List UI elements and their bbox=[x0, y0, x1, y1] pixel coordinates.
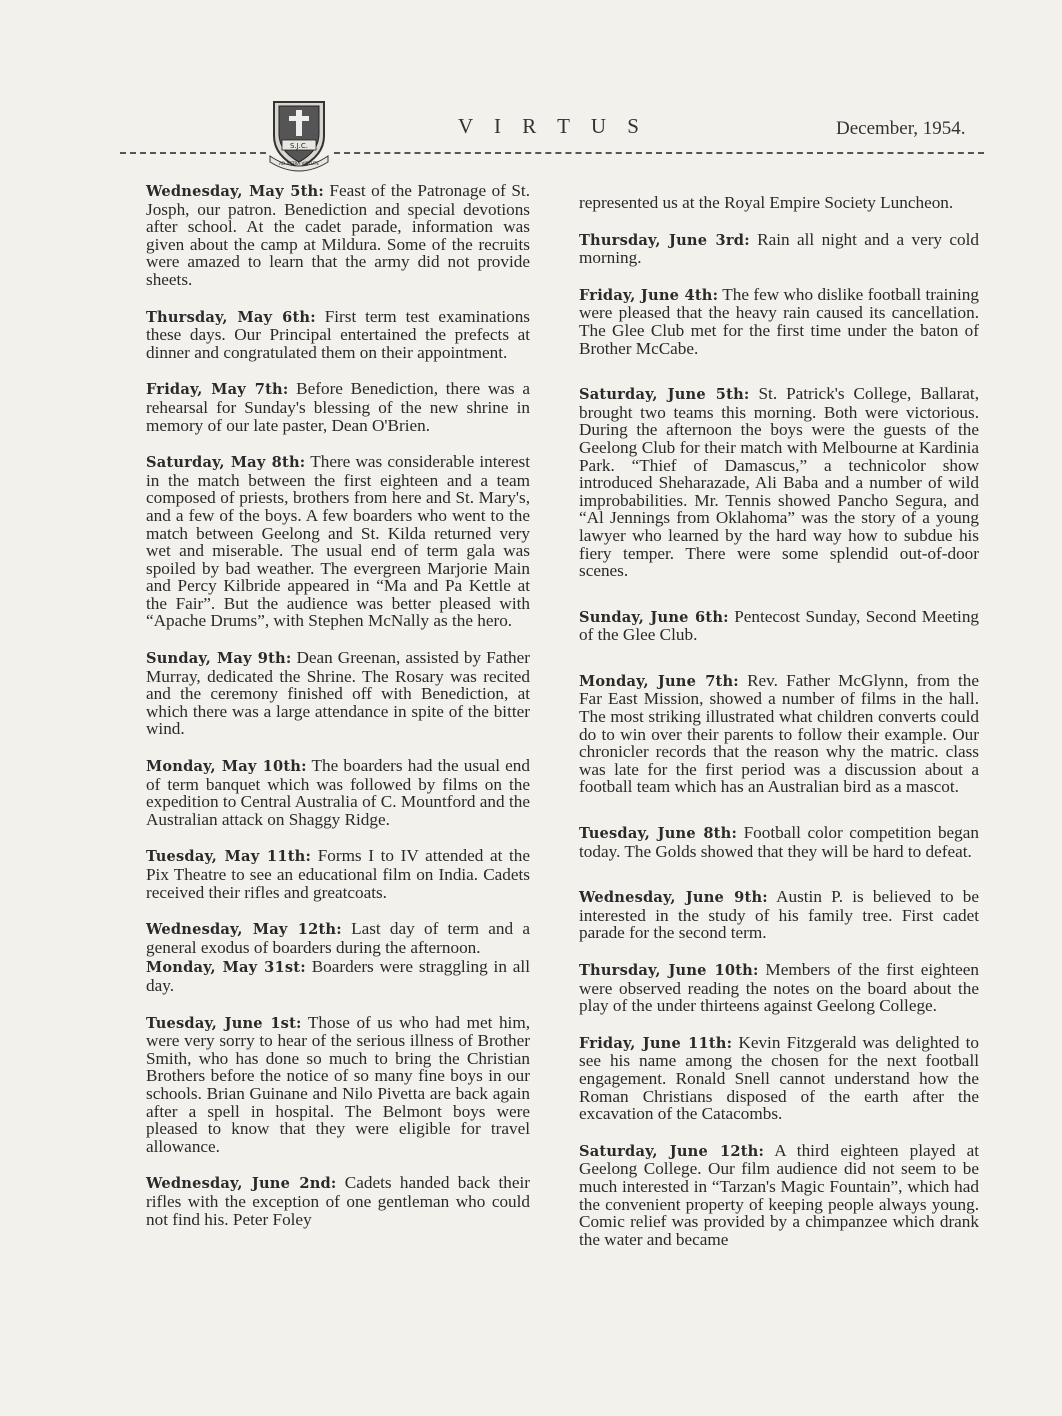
diary-entry bbox=[146, 1174, 530, 1228]
diary-entry bbox=[579, 608, 979, 644]
entry-text: Last day of term and a general exodus of boarders during the afternoon. bbox=[146, 919, 530, 957]
entry-text: First term test examinations these days. Our Principal entertained the prefects at dinner and congratulated them on their appointment. bbox=[146, 306, 530, 362]
entry-date: Saturday, June 5th: bbox=[579, 386, 750, 404]
diary-entry bbox=[579, 286, 979, 357]
diary-entry bbox=[579, 961, 979, 1015]
entry-date: Tuesday, June 1st: bbox=[146, 1014, 302, 1032]
diary-entry bbox=[146, 958, 530, 994]
entry-text: St. Patrick's College, Ballarat, brought two teams this morning. Both were victorious. During the afternoon the boys were the guests of the Geelong Club for their match with Melbourne at Kardinia Park. “Thief of Damascus,” a technicolor show introduced Sheharazade, Ali Baba and a number of wild improbabilities. Mr. Tennis showed Pancho Segura, and “Al Jennings from Oklahoma” was the story of a young lawyer who learned by the hard way how to subdue his fiery temper. There were some splendid out-of-door scenes. bbox=[579, 384, 979, 581]
entry-text: Feast of the Patronage of St. Josph, our patron. Benediction and special devotions after school. At the cadet parade, information was given about the camp at Mildura. Some of the recruits were amazed to learn that the army did not provide sheets. bbox=[146, 181, 530, 289]
diary-entry bbox=[579, 385, 979, 580]
entry-text: Pentecost Sunday, Second Meeting of the Glee Club. bbox=[579, 606, 980, 645]
school-crest-icon bbox=[268, 96, 330, 172]
entry-date: Saturday, May 8th: bbox=[146, 454, 306, 472]
diary-entry bbox=[146, 757, 530, 828]
right-column bbox=[579, 194, 979, 1267]
entry-text: Austin P. is believed to be interested in the study of his family tree. First cadet parade for the second term. bbox=[579, 887, 979, 943]
diary-entry bbox=[579, 1034, 979, 1123]
entry-date: Wednesday, May 5th: bbox=[146, 183, 324, 200]
entry-date: Thursday, June 3rd: bbox=[579, 231, 750, 249]
diary-entry bbox=[579, 888, 979, 942]
entry-text: Football color competition began today. The Golds showed that they will be hard to defeat. bbox=[579, 823, 979, 861]
entry-text: The few who dislike football training were pleased that the heavy rain caused its cancellation. The Glee Club met for the first time under the baton of Brother McCabe. bbox=[579, 284, 979, 358]
diary-entry bbox=[146, 920, 530, 956]
entry-date: Friday, May 7th: bbox=[146, 381, 289, 399]
entry-date: Thursday, June 10th: bbox=[579, 962, 759, 979]
entry-text: Boarders were straggling in all day. bbox=[146, 957, 530, 995]
diary-entry bbox=[146, 847, 530, 901]
masthead-title: V I R T U S bbox=[458, 114, 647, 138]
entry-date: Wednesday, May 12th: bbox=[146, 921, 342, 939]
diary-entry bbox=[579, 231, 979, 267]
entry-text: Kevin Fitzgerald was delighted to see his name among the chosen for the next football engagement. Ronald Snell cannot understand how the Roman Christians disposed of the earth after the excavation of the Catacombs. bbox=[579, 1032, 979, 1124]
diary-entry bbox=[579, 824, 979, 860]
entry-text: Members of the first eighteen were observed reading the notes on the board about the play of the under thirteens against Geelong College. bbox=[579, 960, 979, 1016]
diary-entry bbox=[146, 649, 530, 738]
entry-date: Wednesday, June 2nd: bbox=[146, 1175, 337, 1193]
entry-text: A third eighteen played at Geelong College. Our film audience did not seem to be much interested in “Tarzan's Magic Fountain”, which had the convenient property of keeping people always young. Comic relief was provided by a chimpanzee which drank the water and became bbox=[579, 1140, 979, 1249]
diary-entry bbox=[146, 182, 530, 289]
entry-text: Those of us who had met him, were very sorry to hear of the serious illness of Brother Smith, who has done so much to bring the Christian Brothers before the notice of so many fine boys in our schools. Brian Guinane and Nilo Pivetta are back again after a spell in hospital. The Belmont boys were pleased to know that they were eligible for travel allowance. bbox=[146, 1012, 530, 1156]
diary-entry bbox=[146, 380, 530, 434]
entry-text: Forms I to IV attended at the Pix Theatre to see an educational film on India. Cadets received their rifles and greatcoats. bbox=[146, 846, 530, 902]
issue-date: December, 1954. bbox=[836, 118, 966, 139]
entry-text: The boarders had the usual end of term banquet which was followed by films on the expedition to Central Australia of C. Mountford and the Australian attack on Shaggy Ridge. bbox=[146, 756, 530, 829]
entry-date: Monday, June 7th: bbox=[579, 672, 739, 690]
entry-date: Wednesday, June 9th: bbox=[579, 889, 768, 907]
diary-entry bbox=[146, 308, 530, 362]
header-rule-left bbox=[120, 152, 266, 154]
diary-entry bbox=[579, 672, 979, 796]
header-rule-right bbox=[334, 152, 984, 154]
entry-text: Rev. Father McGlynn, from the Far East Mission, showed a number of films in the hall. The most striking illustrated what children converts could do to win over their parents to follow their example. Our chronicler records that the reason why the matric. class was late for the first period was a discussion about a football team which has an Australian bird as a mascot. bbox=[579, 670, 980, 797]
diary-entry bbox=[146, 453, 530, 630]
entry-date: Sunday, May 9th: bbox=[146, 650, 292, 668]
entry-date: Monday, May 31st: bbox=[146, 959, 306, 977]
diary-entry bbox=[146, 1014, 530, 1156]
svg-text:AD ASTRA VIRTUTE: AD ASTRA VIRTUTE bbox=[279, 161, 319, 166]
diary-entry-continued bbox=[579, 194, 979, 212]
entry-date: Tuesday, May 11th: bbox=[146, 848, 312, 866]
entry-date: Thursday, May 6th: bbox=[146, 308, 316, 326]
entry-date: Sunday, June 6th: bbox=[579, 608, 729, 626]
entry-date: Monday, May 10th: bbox=[146, 758, 307, 776]
left-column bbox=[146, 182, 530, 1247]
entry-text: Dean Greenan, assisted by Father Murray, dedicated the Shrine. The Rosary was recited and the ceremony finished off with Benediction, at which there was a large attendance in spite of the bitter wind. bbox=[146, 648, 530, 739]
entry-text: Rain all night and a very cold morning. bbox=[579, 229, 979, 268]
entry-date: Friday, June 11th: bbox=[579, 1034, 733, 1052]
entry-text: Before Benediction, there was a rehearsal for Sunday's blessing of the new shrine in memory of our late paster, Dean O'Brien. bbox=[146, 379, 530, 435]
diary-entry bbox=[579, 1142, 979, 1249]
entry-text: There was considerable interest in the match between the first eighteen and a team composed of priests, brothers from here and St. Mary's, and a few of the boys. A few boarders who went to the match between Geelong and St. Kilda returned very wet and miserable. The usual end of term gala was spoiled by bad weather. The evergreen Marjorie Main and Percy Kilbride appeared in “Ma and Pa Kettle at the Fair”. But the audience was better pleased with “Apache Drums”, with Stephen McNally as the hero. bbox=[146, 452, 530, 631]
entry-date: Saturday, June 12th: bbox=[579, 1142, 765, 1160]
entry-date: Tuesday, June 8th: bbox=[579, 825, 738, 843]
entry-text: Cadets handed back their rifles with the exception of one gentleman who could not find his. Peter Foley bbox=[146, 1173, 530, 1229]
entry-date: Friday, June 4th: bbox=[579, 286, 719, 304]
entry-text: represented us at the Royal Empire Society Luncheon. bbox=[579, 193, 954, 212]
svg-text:S.J.C.: S.J.C. bbox=[289, 142, 309, 150]
